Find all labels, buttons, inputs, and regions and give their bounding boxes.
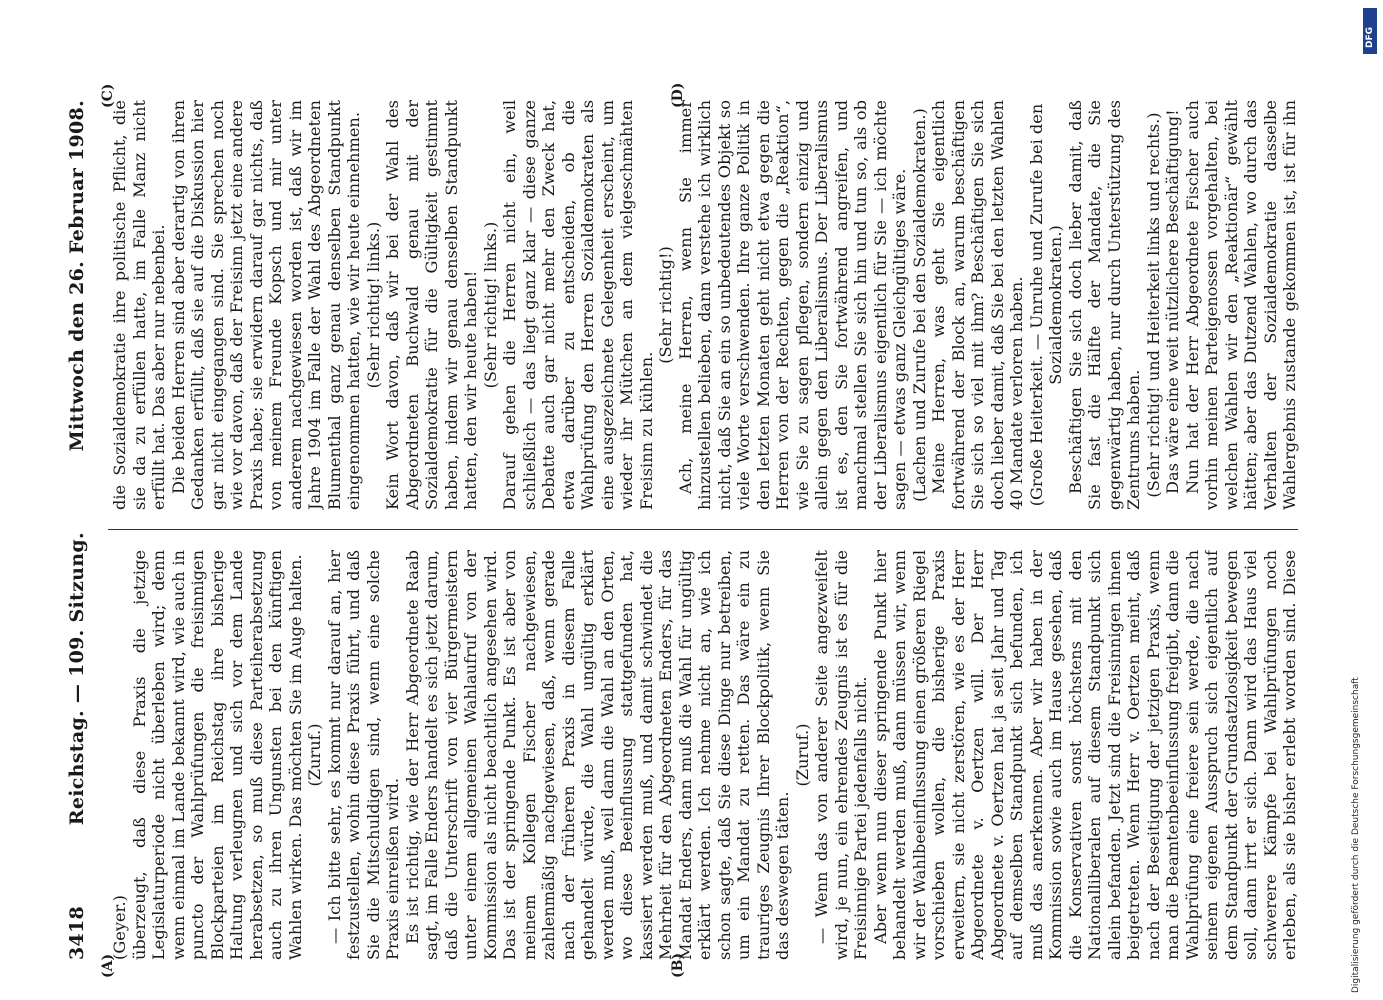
- paragraph: (Sehr richtig! und Heiterkeit links und rechts.): [1143, 112, 1163, 498]
- paragraph: Ach, meine Herren, wenn Sie immer hinzustellen belieben, dann verstehe ich wirklich nicht, daß Sie an ein so unbedeutendes Objekt so viele Worte verschwenden. Ihre ganze Politik in den letzten Monaten geht nicht etwa gegen die Herren von der Rechten, gegen die „Reaktion“, wie Sie zu sagen pflegen, sondern einzig und allein gegen den Liberalismus. Der Liberalismus ist es, den Sie fortwährend angreifen, und manchmal stellen Sie sich hin und tun so, als ob der Liberalismus eigentlich für Sie — ich möchte sagen — etwas ganz Gleichgültiges wäre.: [675, 100, 909, 510]
- margin-marker-b: (B): [670, 952, 686, 978]
- left-column: [110, 550, 1300, 960]
- margin-marker-d: (D): [670, 82, 686, 108]
- paragraph: (Sehr richtig!): [656, 246, 675, 364]
- paragraph: (Zuruf.): [305, 723, 324, 787]
- paragraph: überzeugt, daß diese Praxis die jetzige Legislaturperiode nicht überleben wird; denn wenn einmal im Lande bekannt wird, wie auch in puncto der Wahlprüfungen die freisinnigen Blockparteien im Reichstag ihre bisherige Haltung verleugnen und sich vor dem Lande herabsetzen, so muß diese Parteiherabsetzung auch zu ihren Ungunsten bei den künftigen Wahlen wirken. Das möchten Sie im Auge halten.: [129, 550, 305, 960]
- paragraph: (Lachen und Zurufe bei den Sozialdemokraten.): [909, 108, 929, 502]
- paragraph: (Zuruf.): [792, 723, 812, 787]
- paragraph: Die beiden Herren sind aber derartig von ihren Gedanken erfüllt, daß sie auf die Diskussion hier gar nicht eingegangen sind. Sie sprechen noch wie vor davon, daß der Freisinn jetzt eine andere Praxis habe; sie erwidern darauf gar nichts, daß von meinem Freunde Kopsch und mir unter anderem nachgewiesen worden ist, daß wir im Jahre 1904 im Falle der Wahl des Abgeordneten Blumenthal ganz genau denselben Standpunkt eingenommen hatten, wie wir heute einnehmen.: [168, 100, 363, 510]
- page-number: 3418: [66, 905, 88, 960]
- digitization-notice-text: Digitalisierung gefördert durch die Deutsche Forschungsgemeinschaft: [1351, 677, 1361, 993]
- session-title: Reichstag. — 109. Sitzung.: [66, 532, 88, 826]
- paragraph: (Geyer.): [110, 895, 129, 960]
- dfg-logo-text: DFG: [1365, 26, 1375, 48]
- rotated-page: [50, 80, 1350, 980]
- margin-marker-c: (C): [100, 83, 116, 108]
- paragraph: Das wäre eine weit nützlichere Beschäftigung!: [1163, 109, 1182, 494]
- column-divider: [108, 529, 1298, 530]
- paragraph: (Große Heiterkeit. — Unruhe und Zurufe bei den Sozialdemokraten.): [1026, 103, 1065, 507]
- paragraph: Darauf gehen die Herren nicht ein, weil schließlich — das liegt ganz klar — diese ganze Debatte auch gar nicht mehr den Zweck hat, etwa darüber zu entscheiden, ob die Wahlprüfung den Herren Sozialdemokraten als eine ausgezeichnete Gelegenheit erscheint, um wieder ihr Mütchen an dem vielgeschmähten Freisinn zu kühlen.: [500, 100, 656, 510]
- paragraph: — Wenn das von anderer Seite angezweifelt wird, je nun, ein ehrendes Zeugnis ist es für die Freisinnige Partei jedenfalls nicht.: [812, 550, 870, 960]
- paragraph: die Sozialdemokratie ihre politische Pflicht, die sie da zu erfüllen hatte, im Falle Manz nicht erfüllt hat. Das aber nur nebenbei.: [110, 100, 168, 510]
- paragraph: Beschäftigen Sie sich doch lieber damit, daß Sie fast die Hälfte der Mandate, die Sie gegenwärtig haben, nur durch Unterstützung des Zentrums haben.: [1065, 100, 1143, 510]
- paragraph: Nun hat der Herr Abgeordnete Fischer auch vorhin meinen Parteigenossen vorgehalten, bei welchen Wahlen wir den „Reaktionär“ gewählt hätten; aber das Dutzend Wahlen, wo durch das Verhalten der Sozialdemokratie dasselbe Wahlergebnis zustande gekommen ist, ist für ihn: [1182, 100, 1299, 510]
- digitization-notice: [1347, 8, 1377, 998]
- paragraph: Es ist richtig, wie der Herr Abgeordnete Raab sagt, im Falle Enders handelt es sich jetzt darum, daß die Unterschrift von vier Bürgermeistern unter einem allgemeinen Wahlaufruf von der Kommission als nicht beachtlich angesehen wird. Das ist der springende Punkt. Es ist aber von meinem Kollegen Fischer nachgewiesen, zahlenmäßig nachgewiesen, daß, wenn gerade nach der früheren Praxis in diesem Falle gehandelt würde, die Wahl ungültig erklärt werden muß, weil dann die Wahl an den Orten, wo diese Beeinflussung stattgefunden hat, kassiert werden muß, und damit schwindet die Mehrheit für den Abgeordneten Enders, für das Mandat Enders, dann muß die Wahl für ungültig erklärt werden. Ich nehme nicht an, wie ich schon sagte, daß Sie diese Dinge nur betreiben, um ein Mandat zu retten. Das wäre ein zu trauriges Zeugnis Ihrer Blockpolitik, wenn Sie das deswegen täten.: [402, 550, 792, 960]
- paragraph: Kein Wort davon, daß wir bei der Wahl des Abgeordneten Buchwald genau mit der Sozialdemokratie für die Gültigkeit gestimmt haben, indem wir genau denselben Standpunkt hatten, den wir heute haben!: [383, 100, 480, 510]
- paragraph: (Sehr richtig! links.): [480, 221, 500, 389]
- page-header: [60, 100, 94, 960]
- margin-marker-a: (A): [100, 953, 116, 978]
- dfg-logo: [1363, 8, 1377, 54]
- paragraph: (Sehr richtig! links.): [363, 221, 383, 389]
- paragraph: Meine Herren, was geht Sie eigentlich fortwährend der Block an, warum beschäftigen Sie sich so viel mit ihm? Beschäftigen Sie sich doch lieber damit, daß Sie bei den letzten Wahlen 40 Mandate verloren haben.: [929, 100, 1026, 510]
- right-column: [110, 100, 1300, 510]
- session-date: Mittwoch den 26. Februar 1908.: [66, 100, 88, 452]
- paragraph: Aber wenn nun dieser springende Punkt hier behandelt werden muß, dann müssen wir, wenn wir der Wahlbeeinflussung einen größeren Riegel vorschieben wollen, die bisherige Praxis erweitern, sie nicht zerstören, wie es der Herr Abgeordnete v. Oertzen will. Der Herr Abgeordnete v. Oertzen hat ja seit Jahr und Tag auf demselben Standpunkt sich befunden, ich muß das anerkennen. Aber wir haben in der Kommission sowie auch im Hause gesehen, daß die Konservativen sonst höchstens mit den Nationalliberalen auf diesem Standpunkt sich allein befanden. Jetzt sind die Freisinnigen ihnen beigetreten. Wenn Herr v. Oertzen meint, daß nach der Beseitigung der jetzigen Praxis, wenn man die Beamtenbeeinflussung freigibt, dann die Wahlprüfung eine freiere sein werde, die nach seinem eigenen Ausspruch sich eigentlich auf dem Standpunkt der Grundsatzlosigkeit bewegen soll, dann irrt er sich. Dann wird das Haus viel schwerere Kämpfe bei Wahlprüfungen noch erleben, als sie bisher erlebt worden sind. Diese: [870, 550, 1299, 960]
- paragraph: — Ich bitte sehr, es kommt nur darauf an, hier festzustellen, wohin diese Praxis führt, und daß Sie die Mitschuldigen sind, wenn eine solche Praxis einreißen wird.: [324, 550, 402, 960]
